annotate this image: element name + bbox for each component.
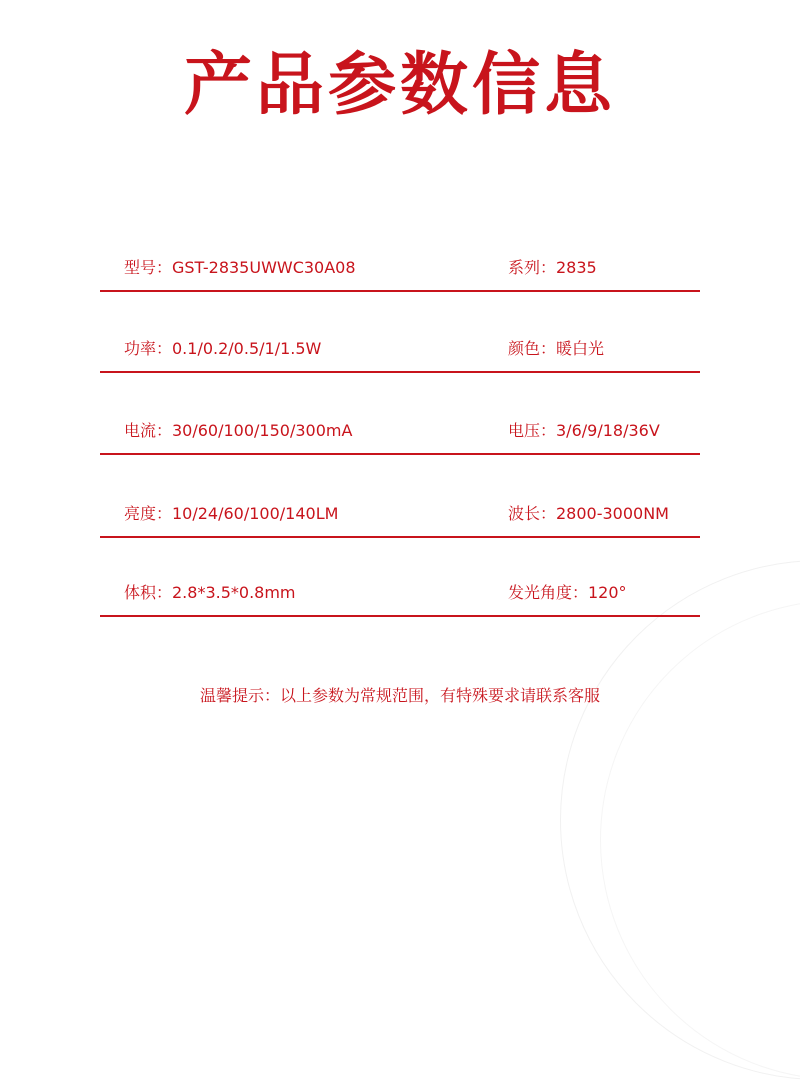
spec-brightness: 亮度：10/24/60/100/140LM bbox=[124, 504, 339, 523]
spec-power: 功率：0.1/0.2/0.5/1/1.5W bbox=[124, 339, 322, 358]
spec-model: 型号：GST-2835UWWC30A08 bbox=[124, 258, 356, 277]
page-title: 产品参数信息 bbox=[183, 46, 616, 125]
spec-current: 电流：30/60/100/150/300mA bbox=[124, 421, 353, 440]
spec-series: 系列：2835 bbox=[508, 258, 597, 277]
spec-size: 体积：2.8*3.5*0.8mm bbox=[124, 583, 296, 602]
spec-row-power bbox=[100, 331, 700, 373]
spec-voltage: 电压：3/6/9/18/36V bbox=[508, 421, 660, 440]
spec-row-brightness bbox=[100, 496, 700, 538]
spec-row-model bbox=[100, 250, 700, 292]
spec-wavelength: 波长：2800-3000NM bbox=[508, 504, 669, 523]
spec-beam-angle: 发光角度：120° bbox=[508, 583, 627, 602]
warm-tip-note: 温馨提示：以上参数为常规范围，有特殊要求请联系客服 bbox=[199, 686, 600, 705]
spec-color: 颜色：暖白光 bbox=[508, 339, 605, 358]
spec-row-size bbox=[100, 575, 700, 617]
spec-row-current bbox=[100, 413, 700, 455]
